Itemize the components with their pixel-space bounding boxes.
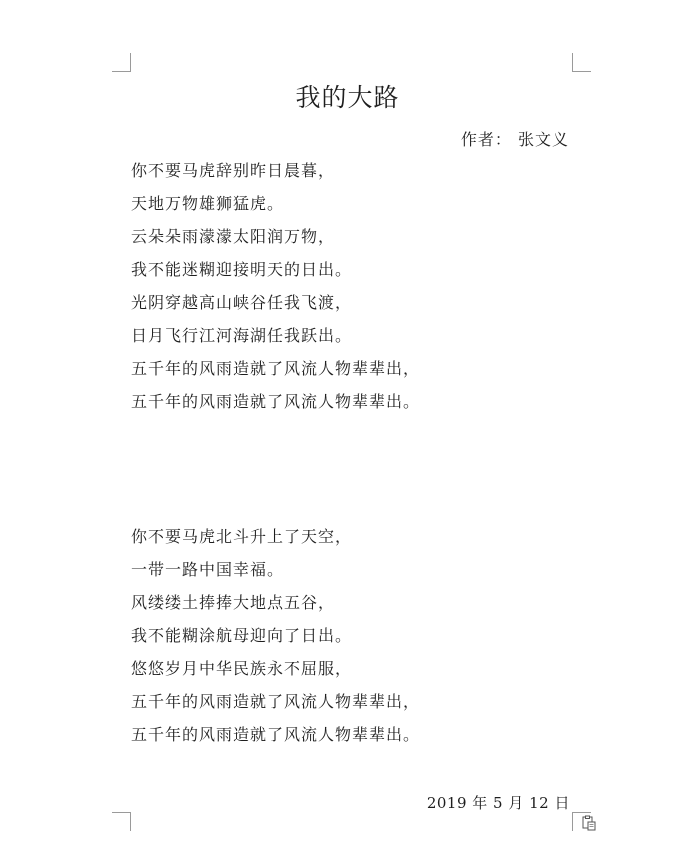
poem-line: 你不要马虎辞别昨日晨暮， — [131, 161, 336, 180]
margin-corner-top-right — [572, 53, 591, 72]
stanza-1 — [131, 154, 420, 418]
poem-line: 风缕缕土捧捧大地点五谷， — [131, 593, 336, 612]
poem-line: 日月飞行江河海湖任我跃出。 — [131, 326, 353, 345]
poem-line: 云朵朵雨濛濛太阳润万物， — [131, 227, 336, 246]
margin-corner-top-left — [112, 53, 131, 72]
poem-line: 悠悠岁月中华民族永不屈服， — [131, 659, 353, 678]
poem-line: 五千年的风雨造就了风流人物辈辈出。 — [131, 725, 421, 744]
margin-corner-bottom-left — [112, 812, 131, 831]
poem-line: 五千年的风雨造就了风流人物辈辈出。 — [131, 392, 421, 411]
poem-title: 我的大路 — [295, 83, 400, 112]
poem-line: 你不要马虎北斗升上了天空， — [131, 527, 353, 546]
poem-line: 五千年的风雨造就了风流人物辈辈出， — [131, 359, 421, 378]
poem-line: 我不能糊涂航母迎向了日出。 — [131, 626, 353, 645]
paste-options-icon[interactable] — [581, 815, 597, 831]
poem-author: 作者： 张文义 — [460, 130, 569, 149]
poem-line: 五千年的风雨造就了风流人物辈辈出， — [131, 692, 421, 711]
poem-line: 一带一路中国幸福。 — [131, 560, 285, 579]
poem-line: 天地万物雄狮猛虎。 — [131, 194, 285, 213]
poem-date: 2019 年 5 月 12 日 — [426, 794, 570, 812]
poem-line: 光阴穿越高山峡谷任我飞渡， — [131, 293, 353, 312]
stanza-2 — [131, 520, 420, 751]
poem-line: 我不能迷糊迎接明天的日出。 — [131, 260, 353, 279]
